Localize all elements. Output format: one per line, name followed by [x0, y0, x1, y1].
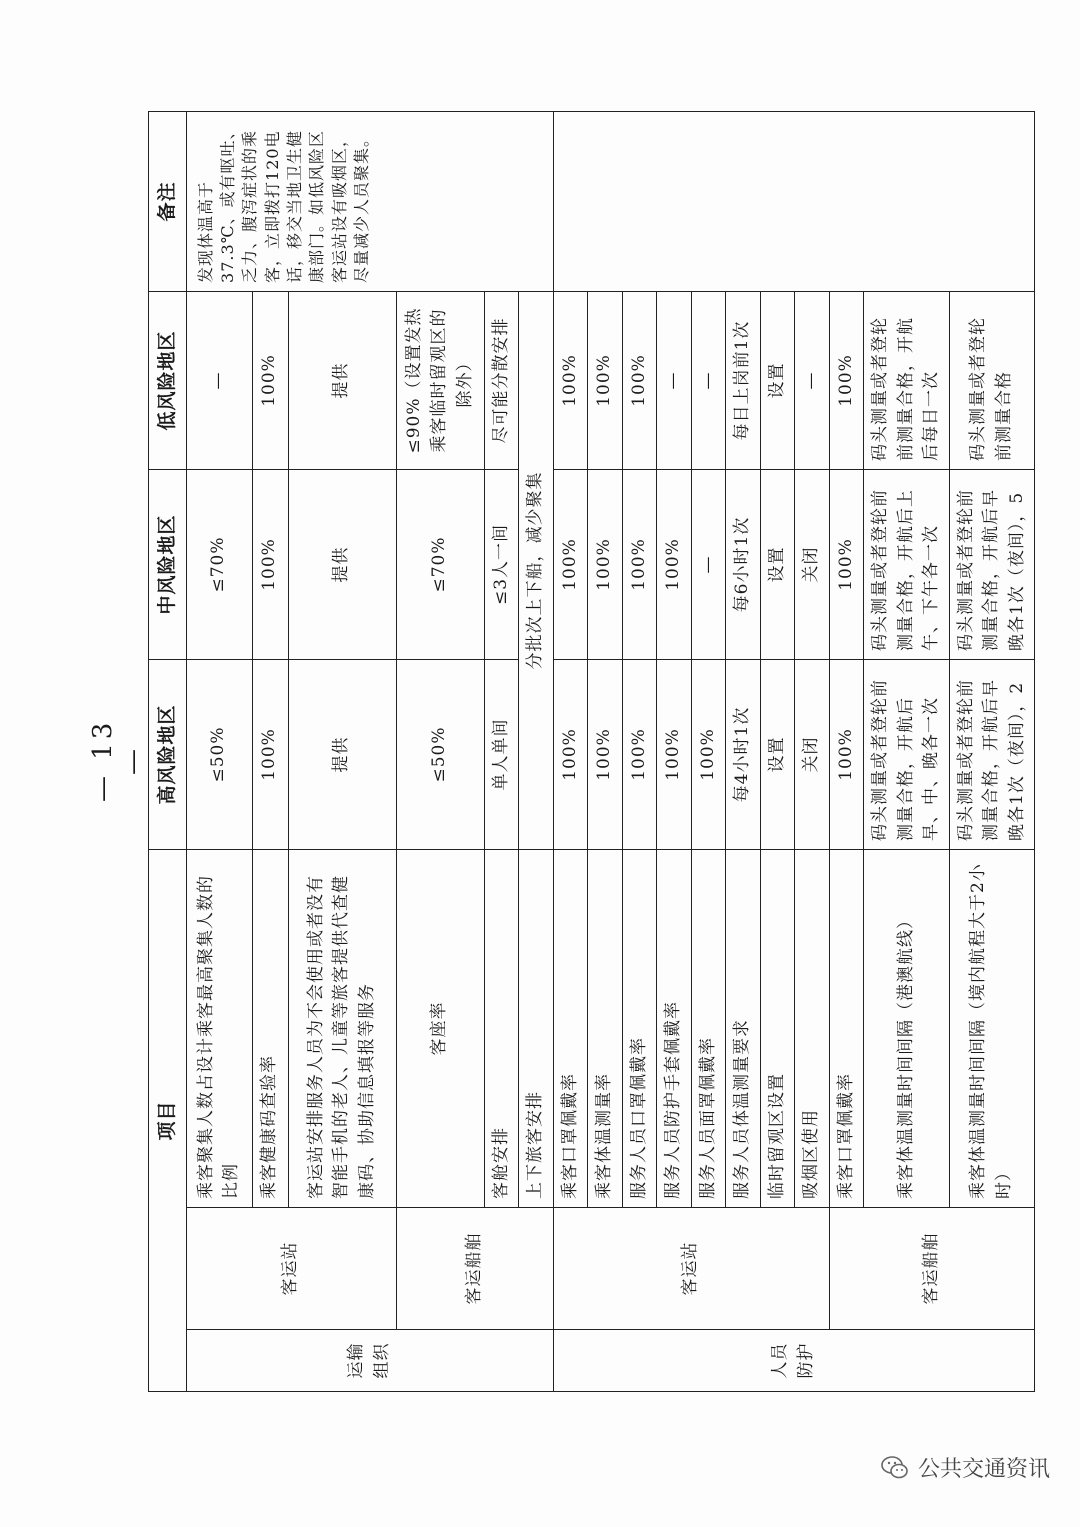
row-item: 服务人员面罩佩戴率: [691, 849, 726, 1207]
row-item: 乘客体温测量时间间隔（港澳航线）: [864, 849, 950, 1207]
row-low: 尽可能分散安排: [484, 291, 519, 469]
row-item: 乘客健康码查验率: [252, 849, 288, 1207]
row-item: 服务人员体温测量要求: [726, 849, 761, 1207]
row-mid: 码头测量或者登轮前测量合格，开航后早晚各1次（夜间），5: [949, 469, 1035, 659]
row-low: —: [691, 291, 726, 469]
row-item: 乘客聚集人数占设计乘客最高聚集人数的比例: [186, 849, 252, 1207]
row-high: 码头测量或者登轮前测量合格，开航后早、中、晚各一次: [864, 659, 950, 849]
row-high: 设置: [760, 659, 795, 849]
row-mid: 提供: [288, 469, 396, 659]
subcat-station: 客运站: [553, 1208, 829, 1330]
row-mid: 100%: [657, 469, 692, 659]
header-mid-risk: 中风险地区: [149, 469, 187, 659]
subcat-ship: 客运船舶: [829, 1208, 1035, 1330]
row-high: 100%: [829, 659, 864, 849]
row-low: 码头测量或者登轮前测量合格: [949, 291, 1035, 469]
row-mid: 关闭: [795, 469, 830, 659]
row-mid: 100%: [252, 469, 288, 659]
row-item: 乘客体温测量率: [588, 849, 623, 1207]
row-item: 临时留观区设置: [760, 849, 795, 1207]
watermark-text: 公共交通资讯: [917, 1457, 1050, 1482]
row-low: ≤90%（设置发热乘客临时留观区的除外）: [396, 291, 484, 469]
row-low: 设置: [760, 291, 795, 469]
wechat-icon: [880, 1453, 910, 1483]
header-note: 备注: [149, 111, 187, 291]
row-low: 提供: [288, 291, 396, 469]
note-empty-cell: [553, 111, 1035, 291]
row-high: 100%: [622, 659, 657, 849]
category-protection: 人员防护: [553, 1330, 1035, 1392]
row-item: 乘客口罩佩戴率: [829, 849, 864, 1207]
row-low: —: [795, 291, 830, 469]
row-mid: —: [691, 469, 726, 659]
row-item: 客运站安排服务人员为不会使用或者没有智能手机的老人、儿童等旅客提供代查健康码、协助信息填报等服务: [288, 849, 396, 1207]
row-high: 每4小时1次: [726, 659, 761, 849]
row-mid: 每6小时1次: [726, 469, 761, 659]
row-item: 吸烟区使用: [795, 849, 830, 1207]
row-merged: 分批次上下船，减少聚集: [519, 291, 554, 849]
row-mid: 码头测量或者登轮前测量合格，开航后上午、下午各一次: [864, 469, 950, 659]
row-low: 100%: [588, 291, 623, 469]
page-number: — 13 —: [88, 718, 148, 802]
row-item: 服务人员防护手套佩戴率: [657, 849, 692, 1207]
row-low: 100%: [622, 291, 657, 469]
row-high: 100%: [553, 659, 588, 849]
row-item: 服务人员口罩佩戴率: [622, 849, 657, 1207]
rotated-table-container: [148, 112, 1027, 1392]
risk-level-table: [148, 111, 1035, 1392]
row-mid: 设置: [760, 469, 795, 659]
row-high: 码头测量或者登轮前测量合格，开航后早晚各1次（夜间），2: [949, 659, 1035, 849]
header-high-risk: 高风险地区: [149, 659, 187, 849]
row-mid: 100%: [553, 469, 588, 659]
header-item: 项目: [149, 849, 187, 1391]
row-high: 100%: [252, 659, 288, 849]
note-cell: 发现体温高于37.3℃、或有呕吐、乏力、腹泻症状的乘客，立即拨打120电话，移交当地卫生健康部门。如低风险区客运站设有吸烟区，尽量减少人员聚集。: [186, 111, 553, 291]
row-high: ≤50%: [186, 659, 252, 849]
subcat-ship: 客运船舶: [396, 1208, 553, 1330]
row-high: 100%: [588, 659, 623, 849]
row-high: ≤50%: [396, 659, 484, 849]
row-low: 100%: [553, 291, 588, 469]
row-item: 上下旅客安排: [519, 849, 554, 1207]
row-mid: ≤70%: [186, 469, 252, 659]
watermark: [880, 1452, 1050, 1483]
row-mid: ≤3人一间: [484, 469, 519, 659]
row-low: 100%: [252, 291, 288, 469]
header-low-risk: 低风险地区: [149, 291, 187, 469]
row-low: —: [186, 291, 252, 469]
category-transport: 运输组织: [186, 1330, 553, 1392]
row-high: 提供: [288, 659, 396, 849]
row-mid: ≤70%: [396, 469, 484, 659]
row-high: 关闭: [795, 659, 830, 849]
row-mid: 100%: [829, 469, 864, 659]
row-mid: 100%: [588, 469, 623, 659]
row-low: 码头测量或者登轮前测量合格，开航后每日一次: [864, 291, 950, 469]
row-item: 客舱安排: [484, 849, 519, 1207]
row-high: 100%: [657, 659, 692, 849]
row-item: 客座率: [396, 849, 484, 1207]
row-item: 乘客体温测量时间间隔（境内航程大于2小时）: [949, 849, 1035, 1207]
row-low: 100%: [829, 291, 864, 469]
row-mid: 100%: [622, 469, 657, 659]
row-low: —: [657, 291, 692, 469]
row-item: 乘客口罩佩戴率: [553, 849, 588, 1207]
row-high: 单人单间: [484, 659, 519, 849]
subcat-station: 客运站: [186, 1208, 396, 1330]
row-low: 每日上岗前1次: [726, 291, 761, 469]
row-high: 100%: [691, 659, 726, 849]
